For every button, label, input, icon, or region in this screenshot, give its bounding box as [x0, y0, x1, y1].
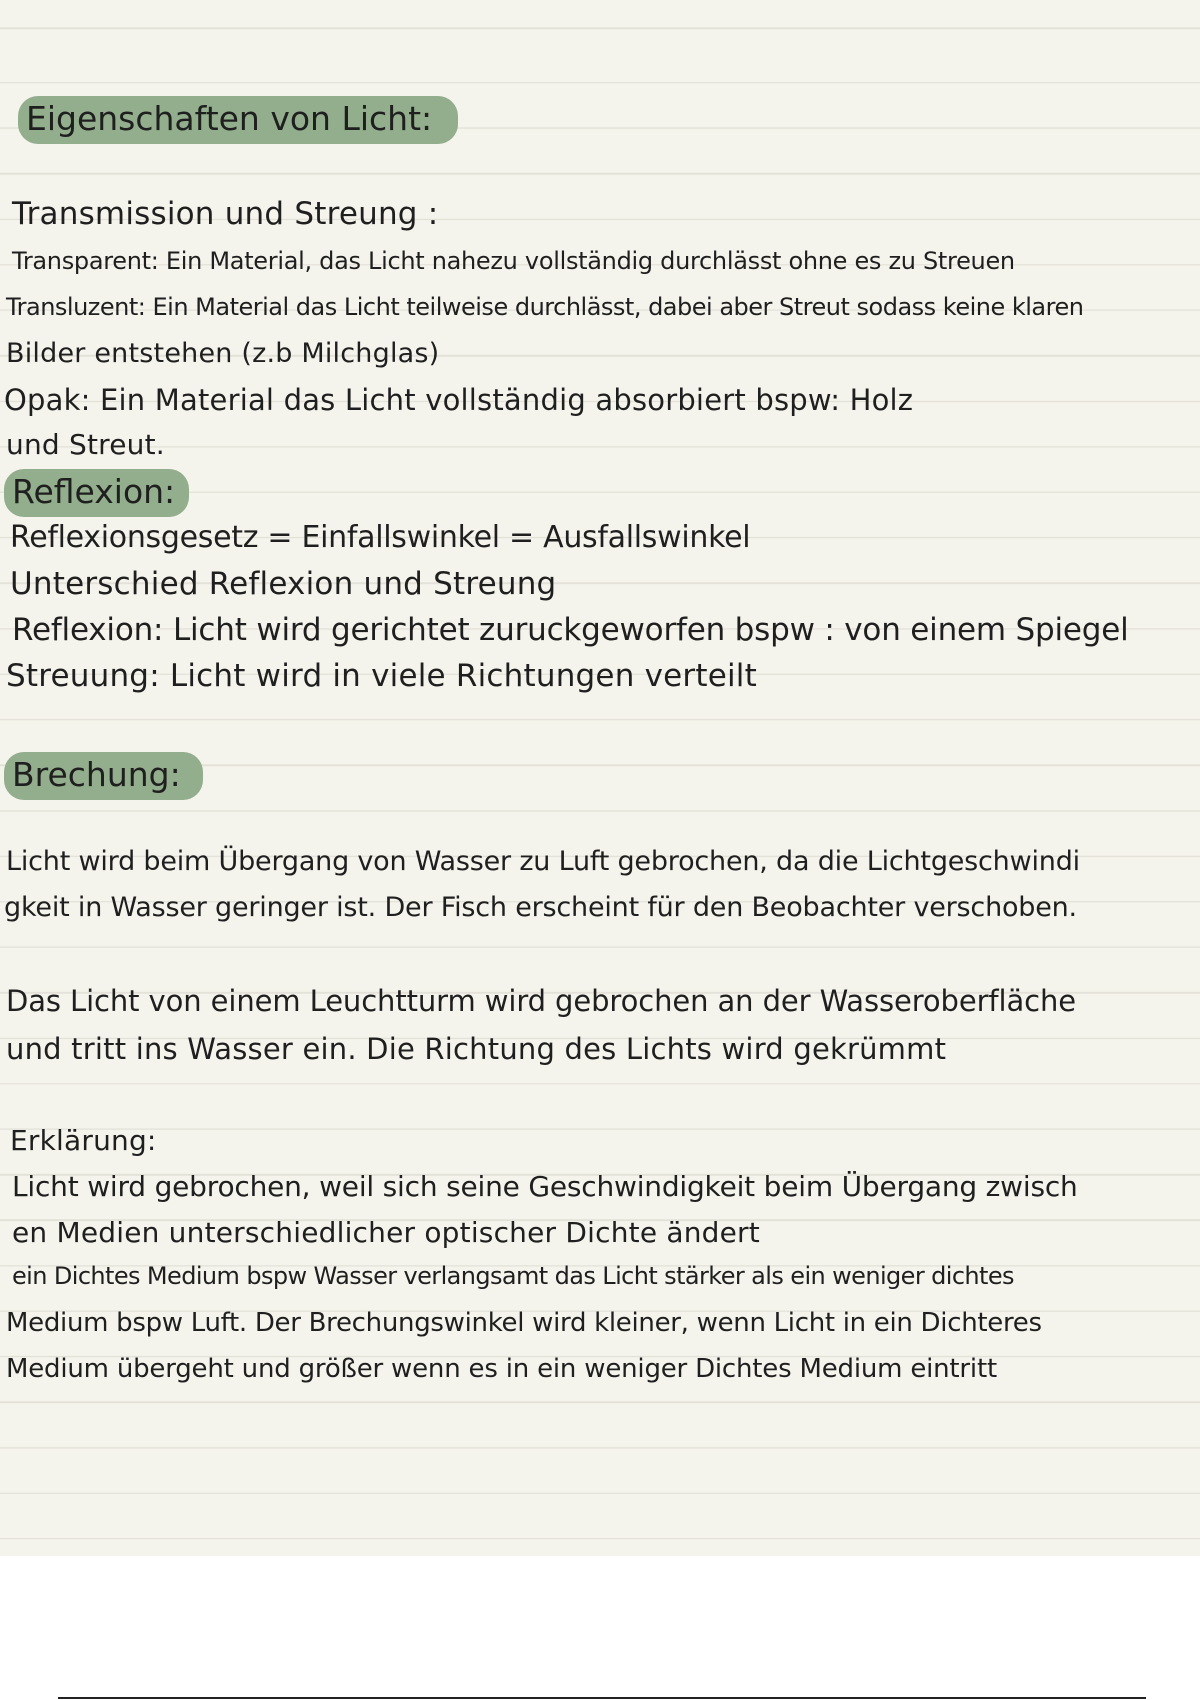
- text-line: Transluzent: Ein Material das Licht teilweise durchlässt, dabei aber Streut sodass keine klaren: [6, 293, 1084, 321]
- text-line: Opak: Ein Material das Licht vollständig absorbiert bspw: Holz: [4, 383, 914, 417]
- heading-reflexion: Reflexion:: [4, 469, 189, 517]
- text-line: Reflexionsgesetz = Einfallswinkel = Ausfallswinkel: [10, 520, 751, 555]
- text-line: Unterschied Reflexion und Streung: [10, 566, 557, 602]
- text-line: ein Dichtes Medium bspw Wasser verlangsamt das Licht stärker als ein weniger dichtes: [12, 1262, 1014, 1290]
- text-line: Das Licht von einem Leuchtturm wird gebrochen an der Wasseroberfläche: [6, 984, 1077, 1018]
- page-bottom-rule: [58, 1697, 1146, 1699]
- heading-brechung: Brechung:: [4, 752, 203, 800]
- text-line: Licht wird gebrochen, weil sich seine Geschwindigkeit beim Übergang zwisch: [12, 1170, 1078, 1203]
- heading-eigenschaften-von-licht: Eigenschaften von Licht:: [18, 96, 458, 144]
- text-line: Transmission und Streung :: [12, 196, 439, 232]
- text-line: Transparent: Ein Material, das Licht nahezu vollständig durchlässt ohne es zu Streuen: [12, 247, 1015, 275]
- text-line: Bilder entstehen (z.b Milchglas): [6, 338, 440, 369]
- text-line: Licht wird beim Übergang von Wasser zu Luft gebrochen, da die Lichtgeschwindi: [6, 846, 1080, 877]
- text-line: und Streut.: [6, 428, 165, 461]
- text-line: Medium übergeht und größer wenn es in ein weniger Dichtes Medium eintritt: [6, 1354, 997, 1384]
- text-line: Reflexion: Licht wird gerichtet zuruckgeworfen bspw : von einem Spiegel: [12, 612, 1129, 648]
- text-line: Streuung: Licht wird in viele Richtungen verteilt: [6, 658, 757, 694]
- text-line: gkeit in Wasser geringer ist. Der Fisch erscheint für den Beobachter verschoben.: [4, 892, 1077, 923]
- text-line: en Medien unterschiedlicher optischer Dichte ändert: [12, 1216, 760, 1249]
- text-line: und tritt ins Wasser ein. Die Richtung des Lichts wird gekrümmt: [6, 1032, 947, 1066]
- text-line: Medium bspw Luft. Der Brechungswinkel wird kleiner, wenn Licht in ein Dichteres: [6, 1308, 1042, 1338]
- text-line: Erklärung:: [10, 1124, 157, 1157]
